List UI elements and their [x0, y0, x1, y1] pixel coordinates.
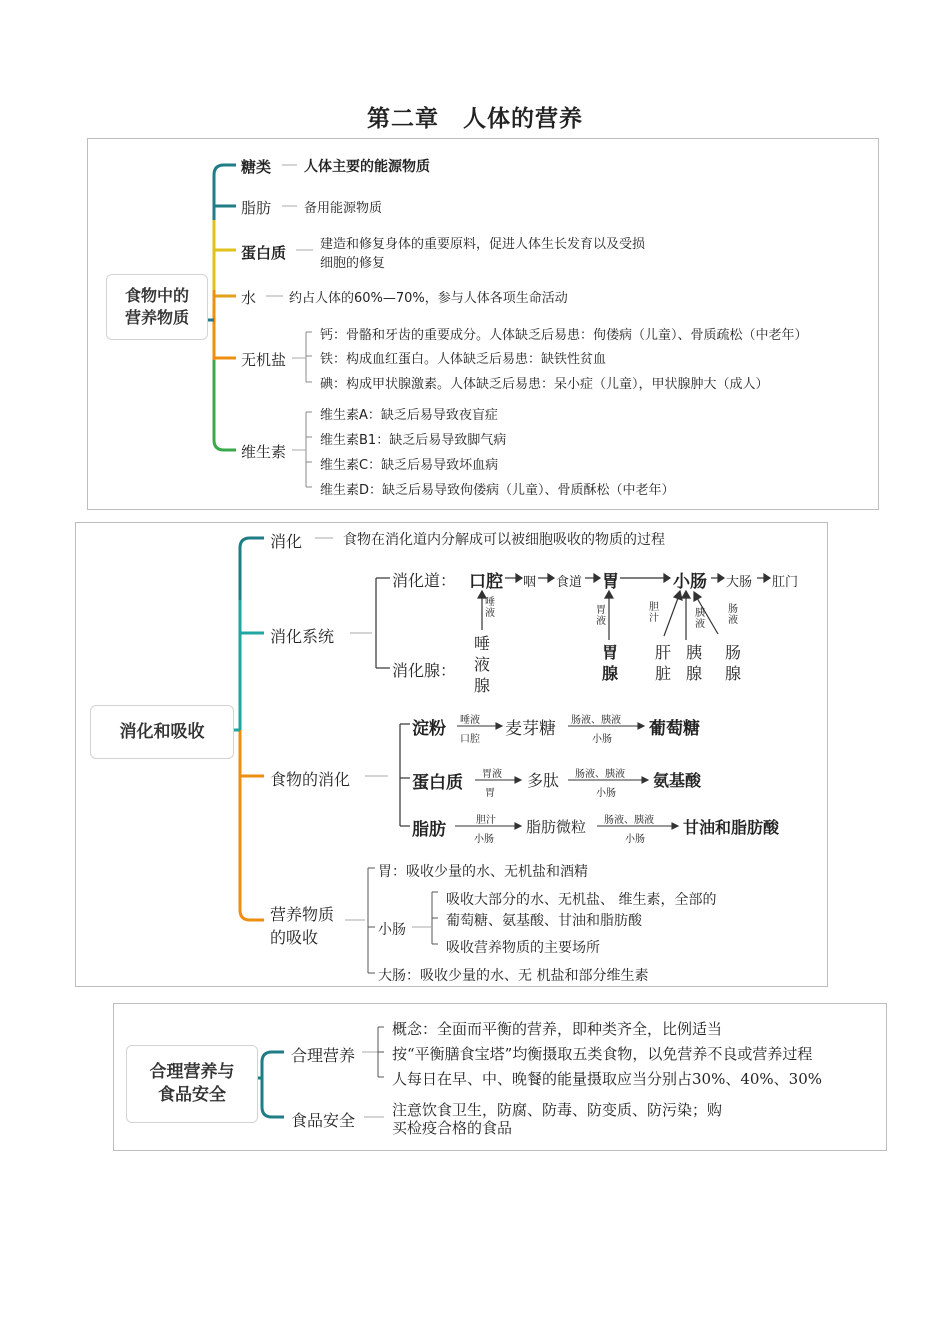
root-safety-line2: 食品安全	[158, 1085, 226, 1105]
fat-e1-top: 胆汁	[476, 815, 496, 826]
starch-end: 葡萄糖	[649, 719, 700, 739]
organ-small-intestine: 小肠	[673, 572, 707, 592]
int-gland-c1: 肠	[725, 643, 742, 662]
node-water: 水	[241, 289, 257, 307]
liver-c2: 脏	[655, 664, 672, 683]
intestinal-c1: 肠	[728, 604, 738, 615]
node-food-digestion: 食物的消化	[270, 770, 351, 789]
node-fat-desc: 备用能源物质	[304, 201, 383, 216]
absorb-small-1: 吸收大部分的水、无机盐、 维生素，全部的	[446, 892, 717, 908]
root-node-digestion: 消化和吸收	[90, 705, 234, 759]
pancreatic-c1: 胰	[695, 608, 705, 619]
starch-start: 淀粉	[412, 719, 446, 739]
protein-e1-bottom: 胃	[485, 788, 495, 799]
gastric-in-c1: 胃	[596, 605, 606, 616]
organ-esophagus: 食道	[556, 575, 583, 590]
page-title: 第二章 人体的营养	[367, 105, 583, 132]
mineral-iodine: 碘：构成甲状腺激素。人体缺乏后易患：呆小症（儿童），甲状腺肿大（成人）	[320, 377, 769, 392]
fat-e1-bottom: 小肠	[474, 834, 494, 845]
node-reasonable-nutrition: 合理营养	[291, 1046, 356, 1065]
node-protein-desc2: 细胞的修复	[320, 256, 386, 271]
gastric-gland-c1: 胃	[602, 643, 619, 662]
intestinal-c2: 液	[728, 615, 738, 626]
node-digestive-system: 消化系统	[270, 627, 335, 646]
vitamin-c: 维生素C：缺乏后易导致坏血病	[320, 458, 499, 473]
tract-label: 消化道：	[392, 571, 457, 590]
root-node-safety	[126, 1045, 258, 1123]
protein-e2-top: 肠液、胰液	[575, 769, 625, 780]
starch-e1-bottom: 口腔	[460, 734, 480, 745]
gastric-in-c2: 液	[596, 616, 606, 627]
starch-mid: 麦芽糖	[505, 719, 556, 739]
organ-large-intestine: 大肠	[726, 575, 753, 590]
nutrition-ratio: 人每日在早、中、晚餐的能量摄取应当分别占30%、40%、30%	[392, 1070, 823, 1088]
node-food-safety: 食品安全	[291, 1111, 356, 1130]
pancreas-c2: 腺	[686, 664, 703, 683]
salivary-c2: 液	[474, 655, 491, 674]
node-protein: 蛋白质	[241, 244, 287, 262]
organ-anus: 肛门	[772, 575, 799, 590]
starch-e1-top: 唾液	[460, 715, 480, 726]
nutrition-pagoda: 按“平衡膳食宝塔”均衡摄取五类食物，以免营养不良或营养过程	[392, 1045, 813, 1063]
absorb-large: 大肠：吸收少量的水、无 机盐和部分维生素	[378, 968, 649, 984]
node-mineral: 无机盐	[241, 351, 287, 369]
fat-mid: 脂肪微粒	[526, 818, 587, 836]
node-digestion-desc: 食物在消化道内分解成可以被细胞吸收的物质的过程	[343, 532, 665, 548]
root-nutrients-line1: 食物中的	[124, 286, 189, 306]
absorb-small-3: 吸收营养物质的主要场所	[446, 940, 600, 956]
bile-c2: 汁	[649, 613, 659, 624]
node-protein-desc1: 建造和修复身体的重要原料，促进人体生长发育以及受损	[320, 237, 646, 252]
organ-pharynx: 咽	[523, 575, 537, 590]
fat-e2-top: 肠液、胰液	[604, 815, 654, 826]
node-vitamin: 维生素	[241, 443, 287, 461]
gland-label: 消化腺：	[392, 661, 457, 680]
safety-desc2: 买检疫合格的食品	[392, 1119, 513, 1137]
absorb-small-label: 小肠	[378, 922, 406, 938]
mineral-calcium: 钙：骨骼和牙齿的重要成分。人体缺乏后易患：佝偻病（儿童）、骨质疏松（中老年）	[320, 328, 808, 343]
int-gland-c2: 腺	[725, 664, 742, 683]
fat-end: 甘油和脂肪酸	[683, 818, 780, 837]
pancreatic-c2: 液	[695, 619, 705, 630]
organ-stomach: 胃	[602, 572, 619, 592]
pancreas-c1: 胰	[686, 643, 703, 662]
node-digestion: 消化	[270, 532, 303, 551]
nutrition-concept: 概念：全面而平衡的营养，即种类齐全，比例适当	[392, 1020, 723, 1038]
gastric-gland-c2: 腺	[602, 664, 619, 683]
saliva-in-c2: 液	[485, 608, 495, 619]
node-sugar: 糖类	[241, 158, 272, 176]
absorb-stomach: 胃：吸收少量的水、无机盐和酒精	[378, 864, 588, 880]
vitamin-b1: 维生素B1：缺乏后易导致脚气病	[320, 433, 507, 448]
fat-start: 脂肪	[412, 820, 446, 840]
liver-c1: 肝	[655, 643, 672, 662]
node-absorption-line2: 的吸收	[270, 928, 319, 947]
protein-e1-top: 胃液	[482, 769, 502, 780]
node-absorption-line1: 营养物质	[270, 905, 335, 924]
absorb-small-2: 葡萄糖、氨基酸、甘油和脂肪酸	[446, 913, 642, 929]
node-sugar-desc: 人体主要的能源物质	[304, 159, 430, 175]
starch-e2-top: 肠液、胰液	[571, 715, 621, 726]
salivary-c1: 唾	[474, 634, 491, 653]
node-water-desc: 约占人体的60%—70%，参与人体各项生命活动	[289, 291, 568, 306]
root-nutrients-line2: 营养物质	[124, 308, 189, 327]
protein-start: 蛋白质	[412, 773, 463, 793]
bile-c1: 胆	[649, 602, 659, 613]
organ-mouth: 口腔	[469, 572, 503, 592]
fat-e2-bottom: 小肠	[625, 834, 645, 845]
protein-end: 氨基酸	[653, 771, 702, 790]
protein-mid: 多肽	[527, 771, 560, 790]
mineral-iron: 铁：构成血红蛋白。人体缺乏后易患：缺铁性贫血	[320, 352, 607, 367]
saliva-in-c1: 唾	[485, 597, 495, 608]
starch-e2-bottom: 小肠	[592, 734, 612, 745]
vitamin-d: 维生素D：缺乏后易导致佝偻病（儿童）、骨质酥松（中老年）	[320, 483, 675, 498]
root-safety-line1: 合理营养与	[149, 1062, 235, 1083]
node-fat: 脂肪	[241, 199, 272, 217]
vitamin-a: 维生素A：缺乏后易导致夜盲症	[320, 408, 498, 423]
salivary-c3: 腺	[474, 676, 491, 695]
protein-e2-bottom: 小肠	[596, 788, 616, 799]
safety-desc1: 注意饮食卫生，防腐、防毒、防变质、防污染；购	[392, 1101, 723, 1119]
